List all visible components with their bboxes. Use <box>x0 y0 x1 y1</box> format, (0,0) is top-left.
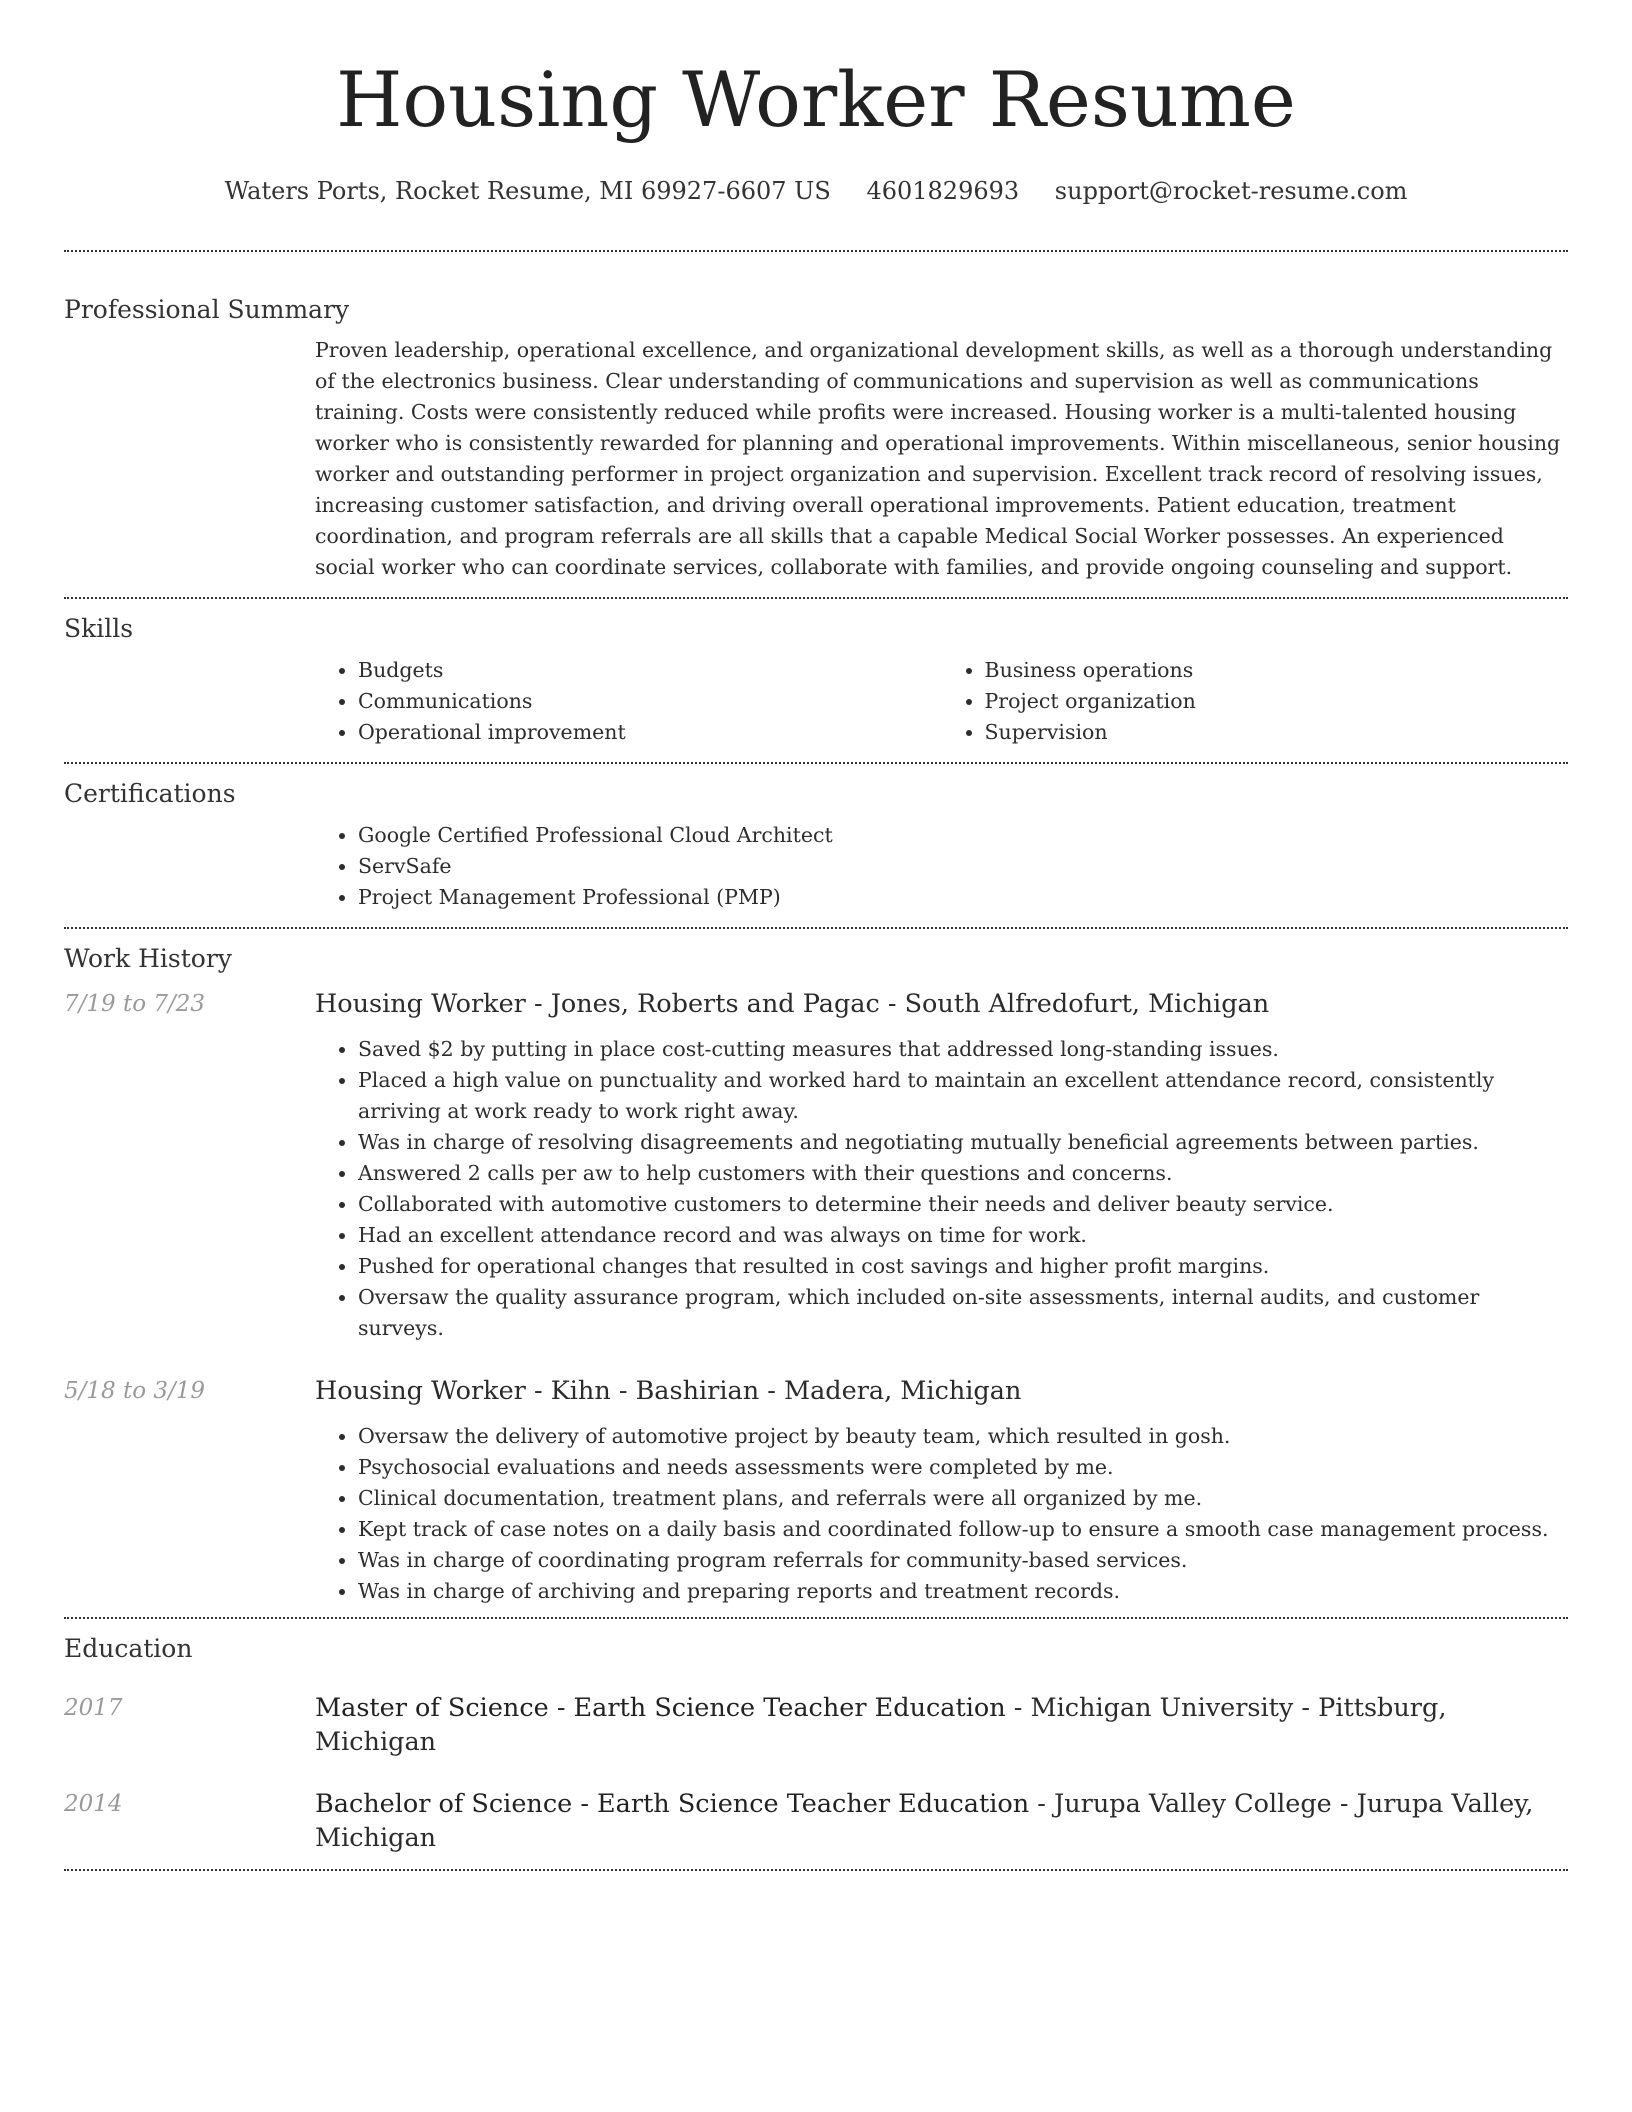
skills-list-right <box>942 655 1569 748</box>
skill-item: • Operational improvement <box>358 717 942 748</box>
work-history-section <box>64 929 1568 1617</box>
job-body <box>315 987 1568 1344</box>
resume-header <box>64 0 1568 206</box>
skill-item: • Project organization <box>985 686 1569 717</box>
job-entry <box>64 975 1568 1344</box>
job-bullet: • Oversaw the quality assurance program, which included on-site assessments, internal audits, and customer surveys. <box>358 1282 1568 1344</box>
certification-item: • Project Management Professional (PMP) <box>358 882 1568 913</box>
job-bullet: • Psychosocial evaluations and needs assessments were completed by me. <box>358 1452 1568 1483</box>
skills-lists <box>315 645 1568 762</box>
job-entry <box>64 1344 1568 1617</box>
contact-email: support@rocket-resume.com <box>1054 177 1408 205</box>
education-year: 2017 <box>64 1695 123 1721</box>
summary-text: Proven leadership, operational excellence, and organizational development skills, as well as a thorough understanding of the electronics business. Clear understanding of communications and supervision as well as communications training. Costs were consistently reduced while profits were increased. Housing worker is a multi-talented housing worker who is consistently rewarded for planning and operational improvements. Within miscellaneous, senior housing worker and outstanding performer in project organization and supervision. Excellent track record of resolving issues, increasing customer satisfaction, and driving overall operational improvements. Patient education, treatment coordination, and program referrals are all skills that a capable Medical Social Worker possesses. An experienced social worker who can coordinate services, collaborate with families, and provide ongoing counseling and support. <box>315 338 1561 579</box>
job-title: Housing Worker - Jones, Roberts and Pagac - South Alfredofurt, Michigan <box>315 989 1270 1019</box>
job-bullet: • Was in charge of resolving disagreements and negotiating mutually beneficial agreements between parties. <box>358 1127 1568 1158</box>
certification-item: • Google Certified Professional Cloud Architect <box>358 820 1568 851</box>
education-entry <box>64 1665 1568 1759</box>
section-title-certifications: Certifications <box>64 779 236 808</box>
contact-phone: 4601829693 <box>866 177 1020 205</box>
resume-title: Housing Worker Resume <box>336 55 1296 144</box>
education-entry <box>64 1759 1568 1869</box>
job-bullets <box>315 1021 1568 1344</box>
skill-item: • Supervision <box>985 717 1569 748</box>
job-bullet: • Had an excellent attendance record and was always on time for work. <box>358 1220 1568 1251</box>
section-title-skills: Skills <box>64 614 134 643</box>
education-school: - Jurupa Valley College - Jurupa Valley, Michigan <box>315 1789 1534 1853</box>
summary-row <box>64 326 1568 597</box>
job-bullet: • Answered 2 calls per aw to help customers with their questions and concerns. <box>358 1158 1568 1189</box>
job-bullet: • Placed a high value on punctuality and worked hard to maintain an excellent attendance record, consistently arriving at work ready to work right away. <box>358 1065 1568 1127</box>
certifications-section <box>64 764 1568 927</box>
contact-line <box>64 176 1568 206</box>
education-details <box>315 1787 1568 1855</box>
skills-list-left <box>315 655 942 748</box>
job-bullet: • Was in charge of coordinating program referrals for community-based services. <box>358 1545 1568 1576</box>
skill-item: • Communications <box>358 686 942 717</box>
summary-body <box>315 326 1568 597</box>
education-details <box>315 1691 1568 1759</box>
skill-item: • Budgets <box>358 655 942 686</box>
job-bullet: • Was in charge of archiving and preparing reports and treatment records. <box>358 1576 1568 1607</box>
education-school: - Michigan University - Pittsburg, Michigan <box>315 1693 1447 1757</box>
skills-section <box>64 599 1568 762</box>
section-title-summary: Professional Summary <box>64 295 350 324</box>
job-bullet: • Collaborated with automotive customers to determine their needs and deliver beauty service. <box>358 1189 1568 1220</box>
certifications-body <box>315 810 1568 927</box>
summary-section <box>64 252 1568 597</box>
job-title: Housing Worker - Kihn - Bashirian - Madera, Michigan <box>315 1376 1022 1406</box>
certifications-list <box>315 820 1568 913</box>
job-bullet: • Saved $2 by putting in place cost-cutting measures that addressed long-standing issues. <box>358 1034 1568 1065</box>
job-body <box>315 1374 1568 1607</box>
education-degree: Bachelor of Science - Earth Science Teacher Education <box>315 1789 1030 1819</box>
job-bullet: • Clinical documentation, treatment plans, and referrals were all organized by me. <box>358 1483 1568 1514</box>
job-bullet: • Oversaw the delivery of automotive project by beauty team, which resulted in gosh. <box>358 1421 1568 1452</box>
section-title-work-history: Work History <box>64 944 232 973</box>
job-bullet: • Kept track of case notes on a daily basis and coordinated follow-up to ensure a smooth case management process. <box>358 1514 1568 1545</box>
education-section <box>64 1619 1568 1869</box>
skill-item: • Business operations <box>985 655 1569 686</box>
skills-row <box>64 645 1568 762</box>
certifications-row <box>64 810 1568 927</box>
section-divider <box>64 1869 1568 1871</box>
certification-item: • ServSafe <box>358 851 1568 882</box>
section-title-education: Education <box>64 1634 193 1663</box>
education-year: 2014 <box>64 1791 123 1817</box>
job-bullet: • Pushed for operational changes that resulted in cost savings and higher profit margins. <box>358 1251 1568 1282</box>
contact-address: Waters Ports, Rocket Resume, MI 69927-6607 US <box>224 177 831 205</box>
education-degree: Master of Science - Earth Science Teacher Education <box>315 1693 1006 1723</box>
job-bullets <box>315 1408 1568 1607</box>
job-dates: 7/19 to 7/23 <box>64 991 206 1017</box>
job-dates: 5/18 to 3/19 <box>64 1378 206 1404</box>
